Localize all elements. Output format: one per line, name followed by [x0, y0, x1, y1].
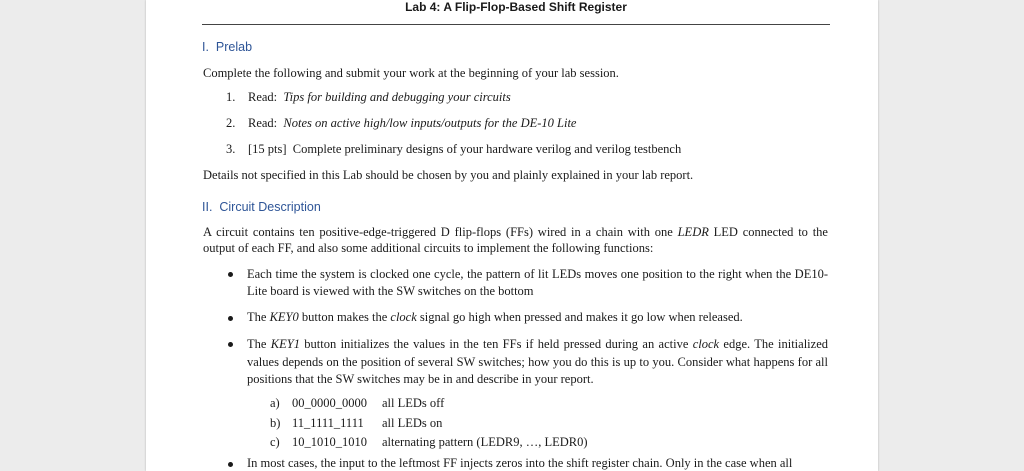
init-option-b [270, 416, 442, 431]
clock-term: clock [390, 310, 417, 324]
item-reading-title: Notes on active high/low inputs/outputs for the DE-10 Lite [283, 116, 577, 130]
init-option-c [270, 435, 588, 450]
option-code: 11_1111_1111 [292, 416, 364, 430]
option-description: all LEDs on [382, 416, 443, 430]
bullet-item-3 [247, 336, 828, 389]
item-number: 2. [226, 116, 236, 130]
page-title: Lab 4: A Flip-Flop-Based Shift Register [405, 0, 627, 14]
paragraph-text: LED connected to the output of each FF, and also some additional circuits to implement the following functions: [203, 225, 828, 255]
bullet-text: signal go high when pressed and makes it go low when released. [416, 310, 743, 324]
option-label: c) [270, 435, 280, 449]
title-divider [202, 24, 830, 25]
item-number: 3. [226, 142, 236, 156]
bullet-text: button makes the [298, 310, 391, 324]
option-code: 00_0000_0000 [292, 396, 367, 410]
circuit-paragraph [203, 224, 828, 256]
option-label: a) [270, 396, 280, 410]
bullet-icon [228, 272, 233, 277]
bullet-icon [228, 462, 233, 467]
item-number: 1. [226, 90, 236, 104]
item-prefix: Read: [248, 116, 284, 130]
clock-term: clock [692, 337, 720, 351]
ledr-term: LEDR [677, 225, 709, 239]
document-page [146, 0, 878, 471]
bullet-icon [228, 342, 233, 347]
prelab-item-2 [226, 116, 576, 131]
prelab-heading: I. Prelab [202, 40, 253, 54]
init-option-a [270, 396, 444, 411]
option-description: all LEDs off [382, 396, 445, 410]
paragraph-text: A circuit contains ten positive-edge-triggered D flip-flops (FFs) wired in a chain with one [203, 225, 678, 239]
bullet-text: button initializes the values in the ten FFs if held pressed during an active [299, 337, 693, 351]
prelab-intro: Complete the following and submit your work at the beginning of your lab session. [203, 66, 619, 80]
item-reading-title: Tips for building and debugging your circuits [283, 90, 511, 104]
circuit-heading: II. Circuit Description [202, 200, 321, 214]
bullet-item-2 [247, 310, 743, 325]
bullet-icon [228, 316, 233, 321]
prelab-item-3 [226, 142, 681, 157]
bullet-text: The [247, 310, 270, 324]
prelab-item-1 [226, 90, 511, 105]
bullet-text: The [247, 337, 271, 351]
key1-term: KEY1 [270, 337, 300, 351]
bullet-item-4: In most cases, the input to the leftmost FF injects zeros into the shift register chain. Only in the case when all [247, 456, 793, 470]
option-label: b) [270, 416, 281, 430]
item-text: [15 pts] Complete preliminary designs of your hardware verilog and verilog testbench [248, 142, 682, 156]
prelab-details: Details not specified in this Lab should be chosen by you and plainly explained in your lab report. [203, 168, 694, 182]
key0-term: KEY0 [269, 310, 299, 324]
option-description: alternating pattern (LEDR9, …, LEDR0) [382, 435, 588, 449]
item-prefix: Read: [248, 90, 284, 104]
bullet-item-1: Each time the system is clocked one cycle, the pattern of lit LEDs moves one position to the right when the DE10-Lite board is viewed with the SW switches on the bottom [247, 267, 828, 298]
option-code: 10_1010_1010 [292, 435, 367, 449]
bullet-text: edge. The initialized values depends on the position of several SW switches; how you do this is up to you. Consider what happens for all positions that the SW switches may be in and describe in your report. [247, 337, 828, 386]
